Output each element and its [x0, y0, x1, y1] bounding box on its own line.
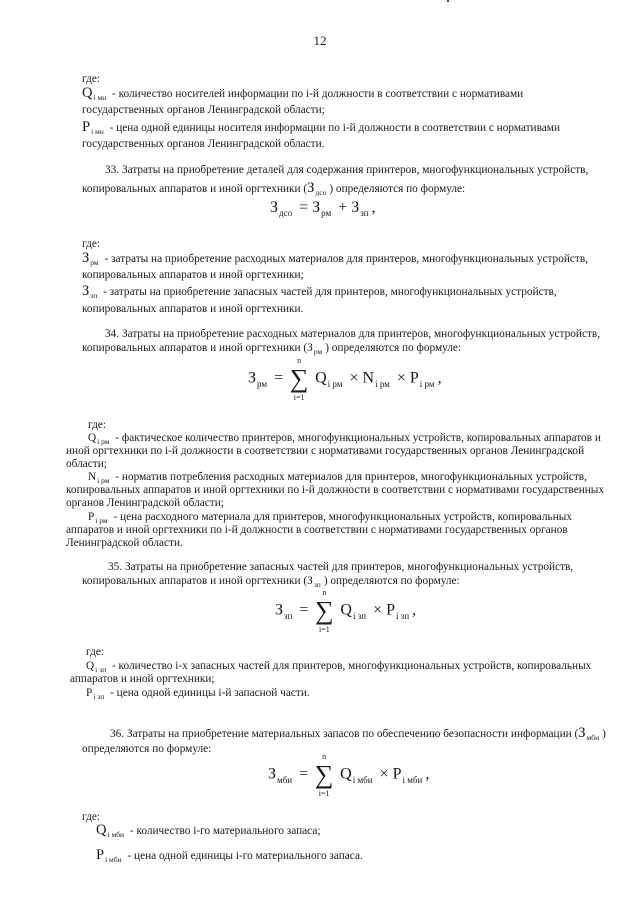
definition-z-zp: $З_{зп}$ - затраты на приобретение запасных частей для принтеров, многофункциональных устройств,	[82, 283, 557, 300]
definition-z-zp-cont: копировальных аппаратов и иной оргтехники.	[82, 303, 304, 315]
definition-p-rm-cont: аппаратов и иной оргтехники по i-й должности в соответствии с нормативами государственных органов	[66, 524, 568, 536]
definition-n-rm-cont: копировальных аппаратов и иной оргтехники по i-й должности в соответствии с нормативами государственных	[66, 484, 605, 496]
where-label: где:	[88, 419, 106, 431]
definition-q-mn: $Q_{i мн}$ - количество носителей информации по i-й должности в соответствии с нормативами	[82, 85, 524, 102]
sum-symbol: n ∑ i=1	[314, 752, 334, 798]
paragraph-35-line1: 35. Затраты на приобретение запасных частей для принтеров, многофункциональных устройств,	[108, 561, 574, 573]
definition-q-mn-cont: государственных органов Ленинградской области;	[82, 104, 325, 116]
where-label: где:	[82, 73, 100, 85]
definition-p-mn-cont: государственных органов Ленинградской области.	[82, 138, 325, 150]
definition-z-rm: $З_{рм}$ - затраты на приобретение расходных материалов для принтеров, многофункциональных устройств,	[82, 250, 589, 267]
definition-p-rm: $P_{i рм}$ - цена расходного материала для принтеров, многофункциональных устройств, копировальных	[88, 511, 572, 525]
paragraph-35-line2: копировальных аппаратов и иной оргтехники ($З_{зп}$ ) определяются по формуле:	[82, 575, 460, 589]
paragraph-36-line2: определяются по формуле:	[82, 743, 212, 755]
definition-p-rm-cont2: Ленинградской области.	[66, 537, 183, 549]
paragraph-36-line1: 36. Затраты на приобретение материальных запасов по обеспечению безопасности информации ($З_{мби}$ )	[110, 725, 606, 742]
definition-p-mbi: $P_{i мби}$ - цена одной единицы i-го материального запаса.	[96, 847, 363, 864]
formula-36: $З_{мби}$ = n ∑ i=1 $Q_{i мби} \times P_{i мби}$ ,	[268, 752, 430, 798]
definition-n-rm-cont2: органов Ленинградской области;	[66, 497, 224, 509]
paragraph-33-line1: 33. Затраты на приобретение деталей для содержания принтеров, многофункциональных устройств,	[105, 164, 589, 176]
definition-q-rm-cont: иной оргтехники по i-й должности в соответствии с нормативами государственных органов Ленинградской	[66, 445, 585, 457]
paragraph-34-line1: 34. Затраты на приобретение расходных материалов для принтеров, многофункциональных устройств,	[105, 328, 601, 340]
definition-z-rm-cont: копировальных аппаратов и иной оргтехники;	[82, 269, 304, 281]
where-label: где:	[82, 238, 100, 250]
definition-p-zp: $P_{i зп}$ - цена одной единицы i-й запасной части.	[86, 687, 310, 701]
formula-33: $З_{дсо} = З_{рм} + З_{зп}$ ,	[270, 199, 376, 218]
page-number: 12	[313, 33, 327, 48]
paragraph-33-line2: копировальных аппаратов и иной оргтехники ($З_{дсо}$ ) определяются по формуле:	[82, 180, 466, 197]
definition-p-mn: $P_{i мн}$ - цена одной единицы носителя информации по i-й должности в соответствии с нормативами	[82, 119, 560, 136]
formula-34: $З_{рм}$ = n ∑ i=1 $Q_{i рм} \times N_{i рм} \times P_{i рм}$ ,	[248, 356, 442, 402]
definition-q-mbi: $Q_{i мби}$ - количество i-го материального запаса;	[96, 822, 321, 839]
definition-q-rm: $Q_{i рм}$ - фактическое количество принтеров, многофункциональных устройств, копировальных аппаратов и	[88, 432, 601, 446]
formula-35: $З_{зп}$ = n ∑ i=1 $Q_{i зп} \times P_{i зп}$ ,	[275, 588, 417, 634]
sum-symbol: n ∑ i=1	[289, 356, 309, 402]
definition-q-rm-cont2: области;	[66, 458, 107, 470]
where-label: где:	[82, 811, 100, 823]
scan-speck	[447, 0, 449, 2]
where-label: где:	[86, 646, 104, 658]
paragraph-34-line2: копировальных аппаратов и иной оргтехники ($З_{рм}$ ) определяются по формуле:	[82, 342, 462, 356]
sum-symbol: n ∑ i=1	[315, 588, 334, 634]
definition-q-zp: $Q_{i зп}$ - количество i-х запасных частей для принтеров, многофункциональных устройств, копировальных	[86, 660, 592, 674]
definition-q-zp-cont: аппаратов и иной оргтехники;	[70, 673, 215, 685]
definition-n-rm: $N_{i рм}$ - норматив потребления расходных материалов для принтеров, многофункциональных устройств,	[88, 471, 587, 485]
